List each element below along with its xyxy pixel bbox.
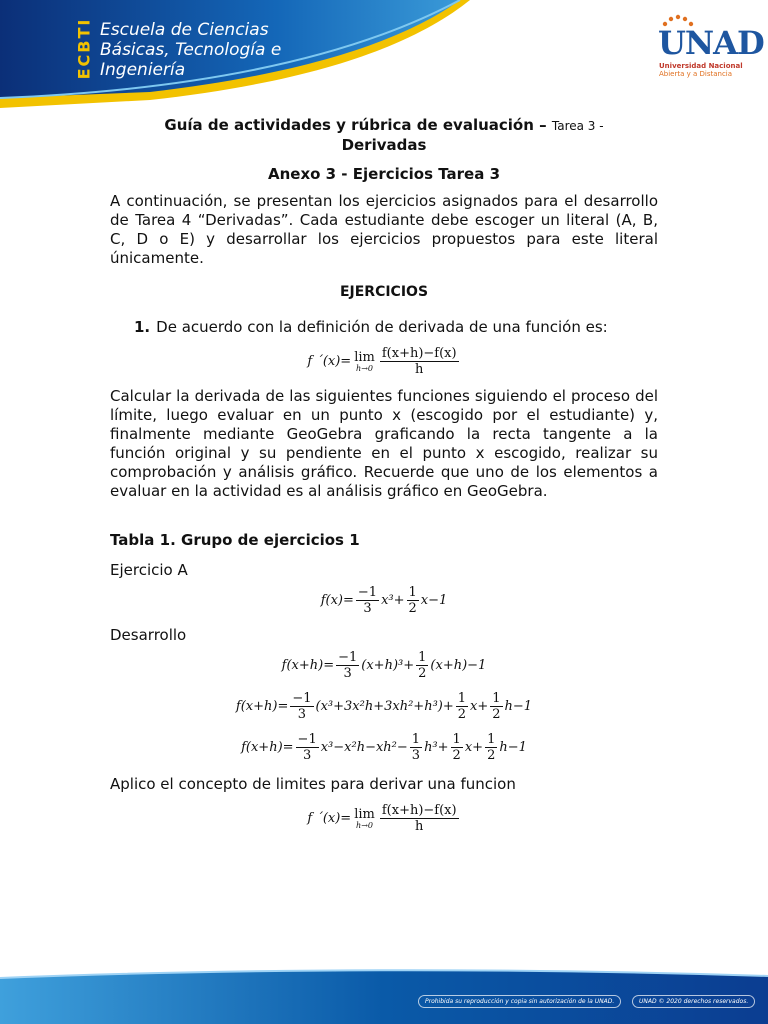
table-heading: Tabla 1. Grupo de ejercicios 1 xyxy=(110,531,360,549)
intro-paragraph: A continuación, se presentan los ejercicios asignados para el desarrollo de Tarea 4 “Derivadas”. Cada estudiante debe escoger un literal (A, B, C, D o E) y desarrollar los ejercicios propuestos para este literal únicamente. xyxy=(110,192,658,267)
derivative-definition: f ´(x)= lim h→0 $\frac{f(x+h)-f(x)}{h}$ xyxy=(307,346,457,377)
ecbti-mark: ECBTI xyxy=(74,17,94,79)
page-header xyxy=(0,0,768,112)
exercise-label: Ejercicio A xyxy=(110,561,188,579)
limit-concept-text: Aplico el concepto de limites para derivar una funcion xyxy=(110,775,516,793)
footer-notice: Prohibida su reproducción y copia sin autorización de la UNAD. xyxy=(418,995,621,1008)
development-step-2: f(x+h)= $\frac{-1}{3}$ (x³+3x²h+3xh²+h³)+ $\frac{1}{2}$ x+ $\frac{1}{2}$ h−1 xyxy=(235,691,533,722)
development-step-3: f(x+h)= $\frac{-1}{3}$ x³−x²h−xh²− $\frac{1}{3}$ h³+ $\frac{1}{2}$ x+ $\frac{1}{2}$ h−1 xyxy=(241,732,527,763)
derivative-definition-repeat: f ´(x)= lim h→0 $\frac{f(x+h)-f(x)}{h}$ xyxy=(307,803,457,834)
footer-copyright: UNAD © 2020 derechos reservados. xyxy=(632,995,755,1008)
school-name: Escuela de Ciencias Básicas, Tecnología e Ingeniería xyxy=(100,20,282,80)
page-footer xyxy=(0,962,768,1024)
section-heading: EJERCICIOS xyxy=(339,284,429,300)
unad-logo: UNAD Universidad Nacional Abierta y a Distancia xyxy=(655,14,745,80)
function-a: f(x)= $\frac{-1}{3}$ x³+ $\frac{1}{2}$ x−1 xyxy=(320,585,448,616)
development-step-1: f(x+h)= $\frac{-1}{3}$ (x+h)³+ $\frac{1}{2}$ (x+h)−1 xyxy=(281,650,487,681)
footer-wave xyxy=(0,962,768,1024)
annex-heading: Anexo 3 - Ejercicios Tarea 3 xyxy=(267,165,501,183)
document-title: Guía de actividades y rúbrica de evaluación – Tarea 3 - Derivadas xyxy=(164,116,604,154)
exercise-item: 1. De acuerdo con la definición de derivada de una función es: xyxy=(134,318,608,336)
document-body xyxy=(110,112,658,834)
instructions-paragraph: Calcular la derivada de las siguientes funciones siguiendo el proceso del límite, luego evaluar en un punto x (escogido por el estudiante) y, finalmente mediante GeoGebra graficando la recta tangente a la función original y su pendiente en el punto x escogido, realizar su comprobación y análisis gráfico. Recuerde que uno de los elementos a evaluar en la actividad es al análisis gráfico en GeoGebra. xyxy=(110,387,658,500)
development-label: Desarrollo xyxy=(110,626,187,644)
